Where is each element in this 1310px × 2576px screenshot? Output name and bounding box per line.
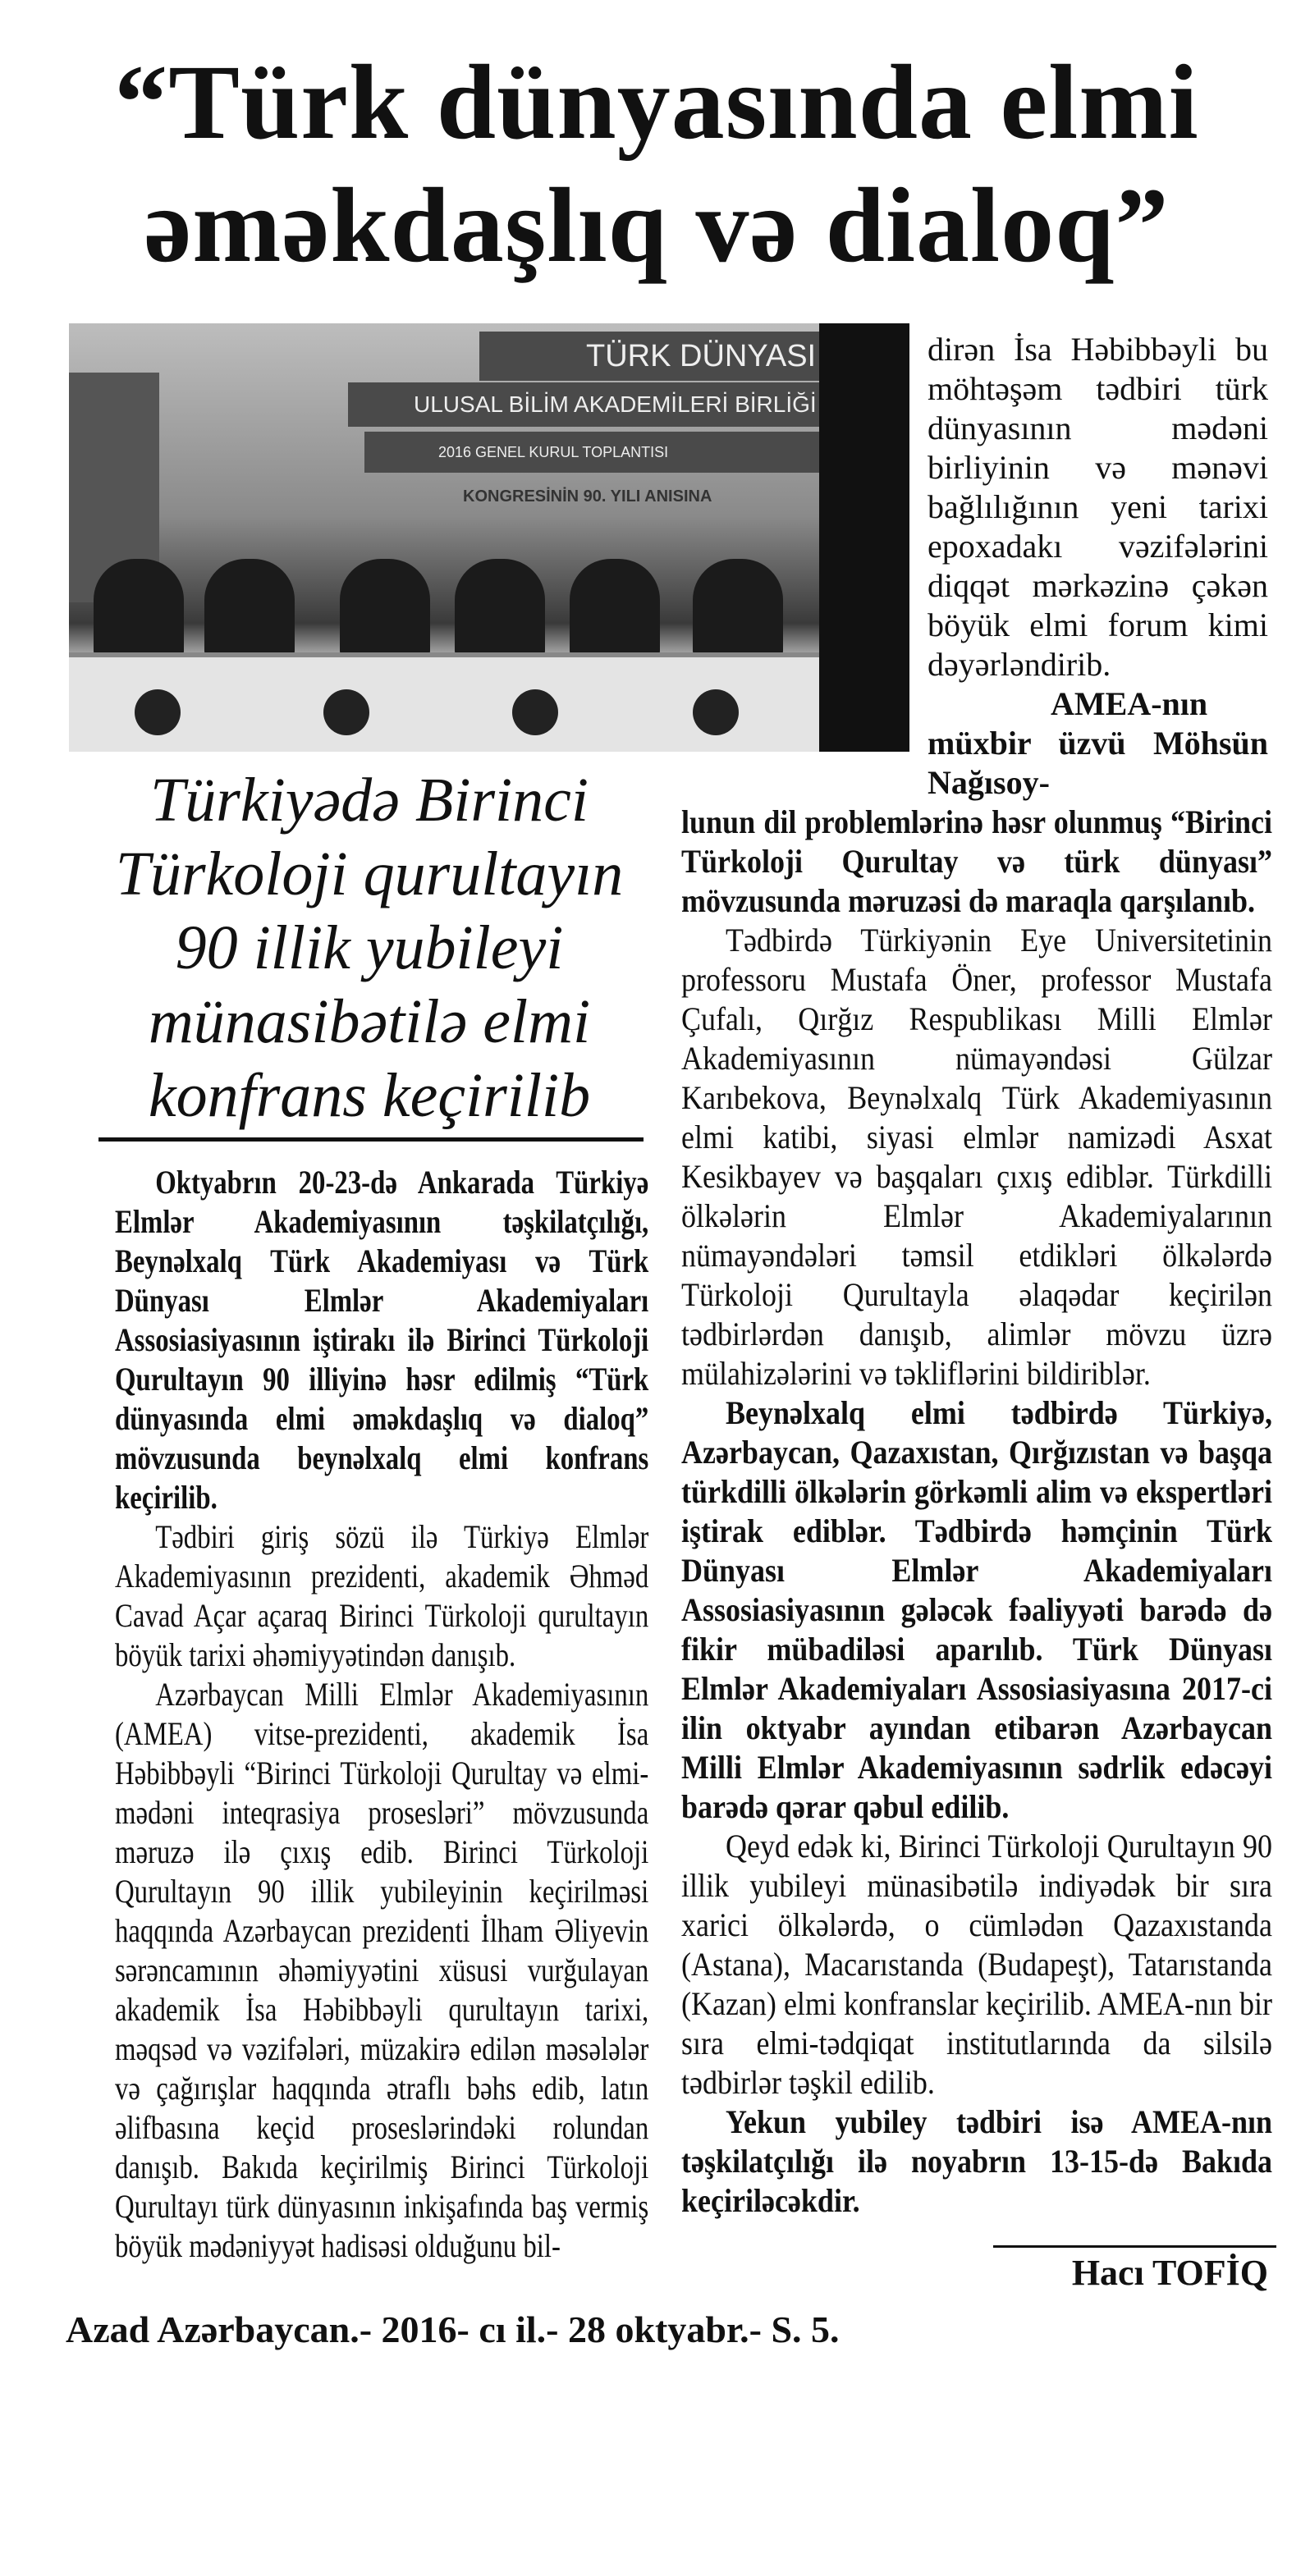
photo-banner-title: TÜRK DÜNYASI <box>479 332 909 381</box>
body-paragraph: Beynəlxalq elmi tədbirdə Türkiyə, Azərbaycan, Qazaxıstan, Qırğızıstan və başqa türkdilli ölkələrin görkəmli alim və ekspertləri iştirak ediblər. Tədbirdə həmçinin Türk Dünyası Elmlər Akademiyaları Assosiasiyasının gələcək fəaliyyəti barədə də fikir mübadiləsi aparılıb. Türk Dünyası Elmlər Akademiyaları Assosiasiyasına 2017-ci ilin oktyabr ayından etibarən Azərbaycan Milli Elmlər Akademiyasının sədrlik edəcəyi barədə qərar qəbul edilib. <box>681 1394 1272 1825</box>
body-paragraph: Azərbaycan Milli Elmlər Akademiyasının (AMEA) vitse-prezidenti, akademik İsa Həbibbəyli “Birinci Türkoloji Qurultay və elmi-mədəni inteqrasiya prosesləri” mövzusunda məruzə ilə çıxış edib. Birinci Türkoloji Qurultayın 90 illik yubileyinin keçirilməsi haqqında Azərbaycan prezidenti İlham Əliyevin sərəncamının əhəmiyyətini xüsusi vurğulayan akademik İsa Həbibbəyli qurultayın tarixi, məqsəd və vəzifələri, müzakirə edilən məsələlər və çağırışlar haqqında ətraflı bəhs edib, latın əlifbasına keçid proseslərindəki rolundan danışıb. Bakıda keçirilmiş Birinci Türkoloji Qurultayı türk dünyasının inkişafında baş vermiş böyük mədəniyyət hadisəsi olduğunu bil- <box>115 1676 649 2264</box>
subhead-divider <box>98 1137 644 1142</box>
amea-paragraph-rest: lunun dil problemlərinə həsr olunmuş “Birinci Türkoloji Qurultay və türk dünyası” mövzusunda məruzəsi də maraqla qarşılanıb. <box>681 803 1272 919</box>
left-flow <box>66 763 840 2353</box>
photo-table-decoration <box>135 689 181 735</box>
article-subheadline <box>90 763 648 1132</box>
subhead-line: konfrans keçirilib <box>148 1061 591 1130</box>
author-byline: Hacı TOFİQ <box>1071 2253 1268 2293</box>
author-block <box>993 2245 1276 2294</box>
left-column <box>115 1163 648 2266</box>
subhead-line: Türkoloji qurultayın <box>115 840 624 908</box>
right-column-wide <box>681 803 1272 2221</box>
body-paragraph: Tədbirdə Türkiyənin Eye Universitetinin professoru Mustafa Öner, professor Mustafa Çufalı, Qırğız Respublikası Milli Elmlər Akademiyasının nümayəndəsi Gülzar Karıbekova, Beynəlxalq Türk Akademiyasının elmi katibi, siyasi elmlər namizədi Asxat Kesikbayev və başqaları çıxış ediblər. Türkdilli ölkələrin Elmlər Akademiyalarının nümayəndələri təmsil etdikləri ölkələrdə Türkoloji Qurultayla əlaqədar keçirilən tədbirlərdən danışıb, alimlər mövzu üzrə mülahizələrini və təkliflərini bildiriblər. <box>681 922 1272 1392</box>
body-paragraph: Yekun yubiley tədbiri isə AMEA-nın təşkilatçılığı ilə noyabrın 13-15-də Bakıda keçiriləcəkdir. <box>681 2103 1272 2219</box>
photo-table-decoration <box>512 689 558 735</box>
body-paragraph: Qeyd edək ki, Birinci Türkoloji Qurultayın 90 illik yubileyi münasibətilə indiyədək bir sıra xarici ölkələrdə, o cümlədən Qazaxıstanda (Astana), Macarıstanda (Budapeşt), Tatarıstanda (Kazan) elmi konfranslar keçirilib. AMEA-nın bir sıra elmi-tədqiqat institutlarında da silsilə tədbirlər təşkil edilib. <box>681 1828 1272 2101</box>
body-paragraph-continuation: dirən İsa Həbibbəyli bu möhtəşəm tədbiri türk dünyasının mədəni birliyinin və mənəvi bağlılığının yeni tarixi epoxadakı vəzifələrini diqqət mərkəzinə çəkən böyük elmi forum kimi dəyərləndirib. <box>928 331 1268 683</box>
author-divider <box>993 2245 1276 2248</box>
subhead-line: Türkiyədə Birinci <box>150 766 589 835</box>
right-column-top <box>928 330 1268 684</box>
subhead-line: 90 illik yubileyi <box>175 913 564 982</box>
lead-paragraph: Oktyabrın 20-23-də Ankarada Türkiyə Elmlər Akademiyasının təşkilatçılığı, Beynəlxalq Türk Akademiyası və Türk Dünyası Elmlər Akademiyaları Assosiasiyasının iştirakı ilə Birinci Türkoloji Qurultayın 90 illiyinə həsr edilmiş “Türk dünyasında elmi əməkdaşlıq və dialoq” mövzusunda beynəlxalq elmi konfrans keçirilib. <box>115 1164 649 1516</box>
right-column-narrow <box>928 684 1268 803</box>
photo-banner-meeting: 2016 GENEL KURUL TOPLANTISI <box>364 432 909 473</box>
subhead-line: münasibətilə elmi <box>148 987 591 1056</box>
article-headline <box>49 41 1264 287</box>
source-citation: Azad Azərbaycan.- 2016- cı il.- 28 oktyabr.- S. 5. <box>66 2308 840 2350</box>
headline-line-2: əməkdaşlıq və dialoq” <box>144 167 1170 285</box>
headline-line-1: “Türk dünyasında elmi <box>114 43 1199 162</box>
photo-person <box>94 559 184 657</box>
amea-paragraph-start: AMEA-nın müxbir üzvü Möhsün Nağısoy- <box>928 685 1268 801</box>
right-flow <box>681 330 1272 2294</box>
photo-person <box>340 559 430 657</box>
body-paragraph: Tədbiri giriş sözü ilə Türkiyə Elmlər Akademiyasının prezidenti, akademik Əhməd Cavad Açar açaraq Birinci Türkoloji qurultayın böyük tarixi əhəmiyyətindən danışıb. <box>115 1518 649 1673</box>
photo-table-decoration <box>323 689 369 735</box>
photo-banner-anniversary: KONGRESİNİN 90. YILI ANISINA <box>463 487 712 506</box>
photo-person <box>204 559 295 657</box>
photo-person <box>570 559 660 657</box>
photo-banner-subtitle: ULUSAL BİLİM AKADEMİLERİ BİRLİĞİ <box>348 382 909 427</box>
photo-person <box>455 559 545 657</box>
